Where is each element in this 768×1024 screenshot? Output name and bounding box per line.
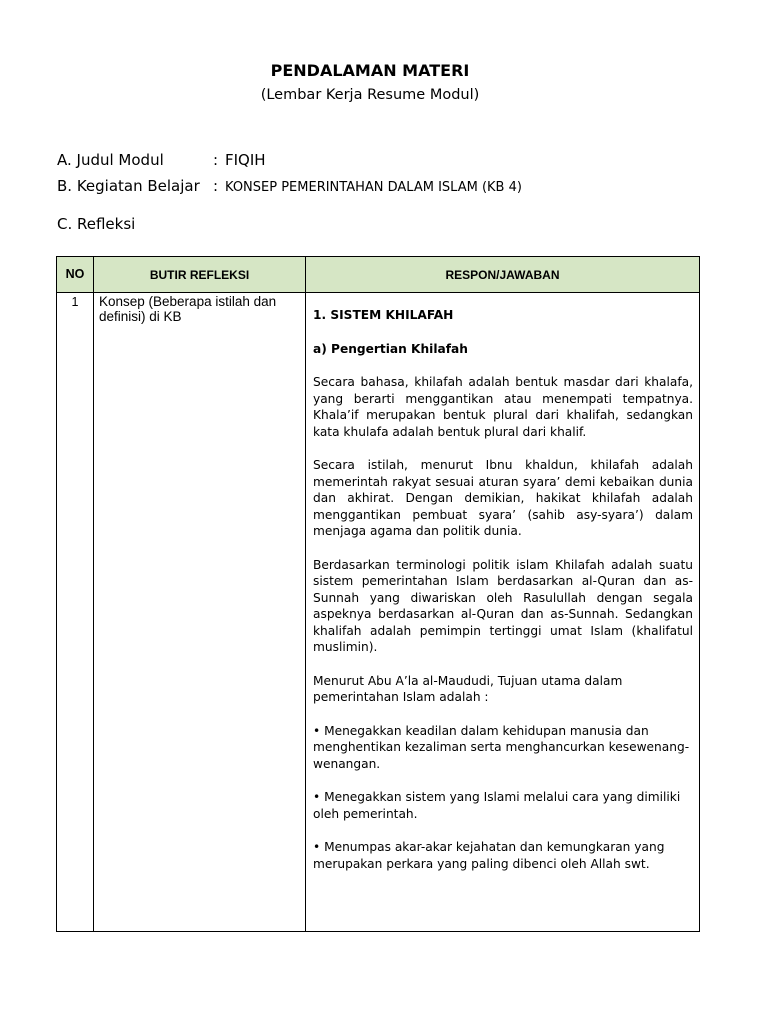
section-heading: 1. SISTEM KHILAFAH [313, 308, 454, 322]
page-subtitle: (Lembar Kerja Resume Modul) [260, 87, 480, 103]
refleksi-table [56, 256, 700, 932]
cell-butir: Konsep (Beberapa istilah dan definisi) di KB [94, 293, 306, 932]
header-respon-jawaban: RESPON/JAWABAN [306, 257, 700, 293]
cell-respon [306, 293, 700, 932]
header-no: NO [57, 257, 94, 293]
table-header-row [57, 257, 700, 293]
bullet-item: • Menumpas akar-akar kejahatan dan kemungkaran yang merupakan perkara yang paling dibenci oleh Allah swt. [313, 840, 665, 871]
header-butir-refleksi: BUTIR REFLEKSI [94, 257, 306, 293]
kegiatan-belajar-colon: : [213, 177, 219, 195]
cell-no: 1 [57, 293, 94, 932]
refleksi-label: C. Refleksi [57, 215, 136, 233]
kegiatan-belajar-value: KONSEP PEMERINTAHAN DALAM ISLAM (KB 4) [225, 180, 522, 195]
kegiatan-belajar-label: B. Kegiatan Belajar [57, 177, 200, 195]
table-row [57, 293, 700, 932]
meta-kegiatan-belajar [57, 177, 522, 195]
paragraph-bahasa: Secara bahasa, khilafah adalah bentuk masdar dari khalafa, yang berarti menggantikan atau menempati tempatnya. Khala’if merupakan bentuk plural dari khalifah, sedangkan kata khulafa adalah bentuk plural dari khalif. [313, 375, 693, 439]
bullet-item: • Menegakkan keadilan dalam kehidupan manusia dan menghentikan kezaliman serta menghancurkan kesewenang-wenangan. [313, 723, 690, 771]
paragraph-istilah: Secara istilah, menurut Ibnu khaldun, khilafah adalah memerintah rakyat sesuai aturan syara’ demi kebaikan dunia dan akhirat. Dengan demikian, hakikat khilafah adalah menggantikan pembuat syara’ (sahib asy-syara’) dalam menjaga agama dan politik dunia. [313, 458, 693, 538]
subsection-heading: a) Pengertian Khilafah [313, 341, 468, 356]
paragraph-terminologi: Berdasarkan terminologi politik islam Khilafah adalah suatu sistem pemerintahan Islam berdasarkan al-Quran dan as-Sunnah yang diwariskan oleh Rasulullah dengan segala aspeknya berdasarkan al-Quran dan as-Sunnah. Sedangkan khalifah adalah pemimpin tertinggi umat Islam (khalifatul muslimin). [313, 557, 693, 654]
paragraph-maududi: Menurut Abu A’la al-Maududi, Tujuan utama dalam pemerintahan Islam adalah : [313, 673, 623, 704]
meta-judul-modul [57, 151, 266, 169]
bullet-item: • Menegakkan sistem yang Islami melalui cara yang dimiliki oleh pemerintah. [313, 790, 681, 821]
meta-refleksi [57, 215, 135, 233]
judul-modul-colon: : [213, 151, 219, 169]
judul-modul-value: FIQIH [225, 151, 266, 169]
judul-modul-label: A. Judul Modul [57, 151, 164, 169]
page-title: PENDALAMAN MATERI [270, 61, 470, 80]
